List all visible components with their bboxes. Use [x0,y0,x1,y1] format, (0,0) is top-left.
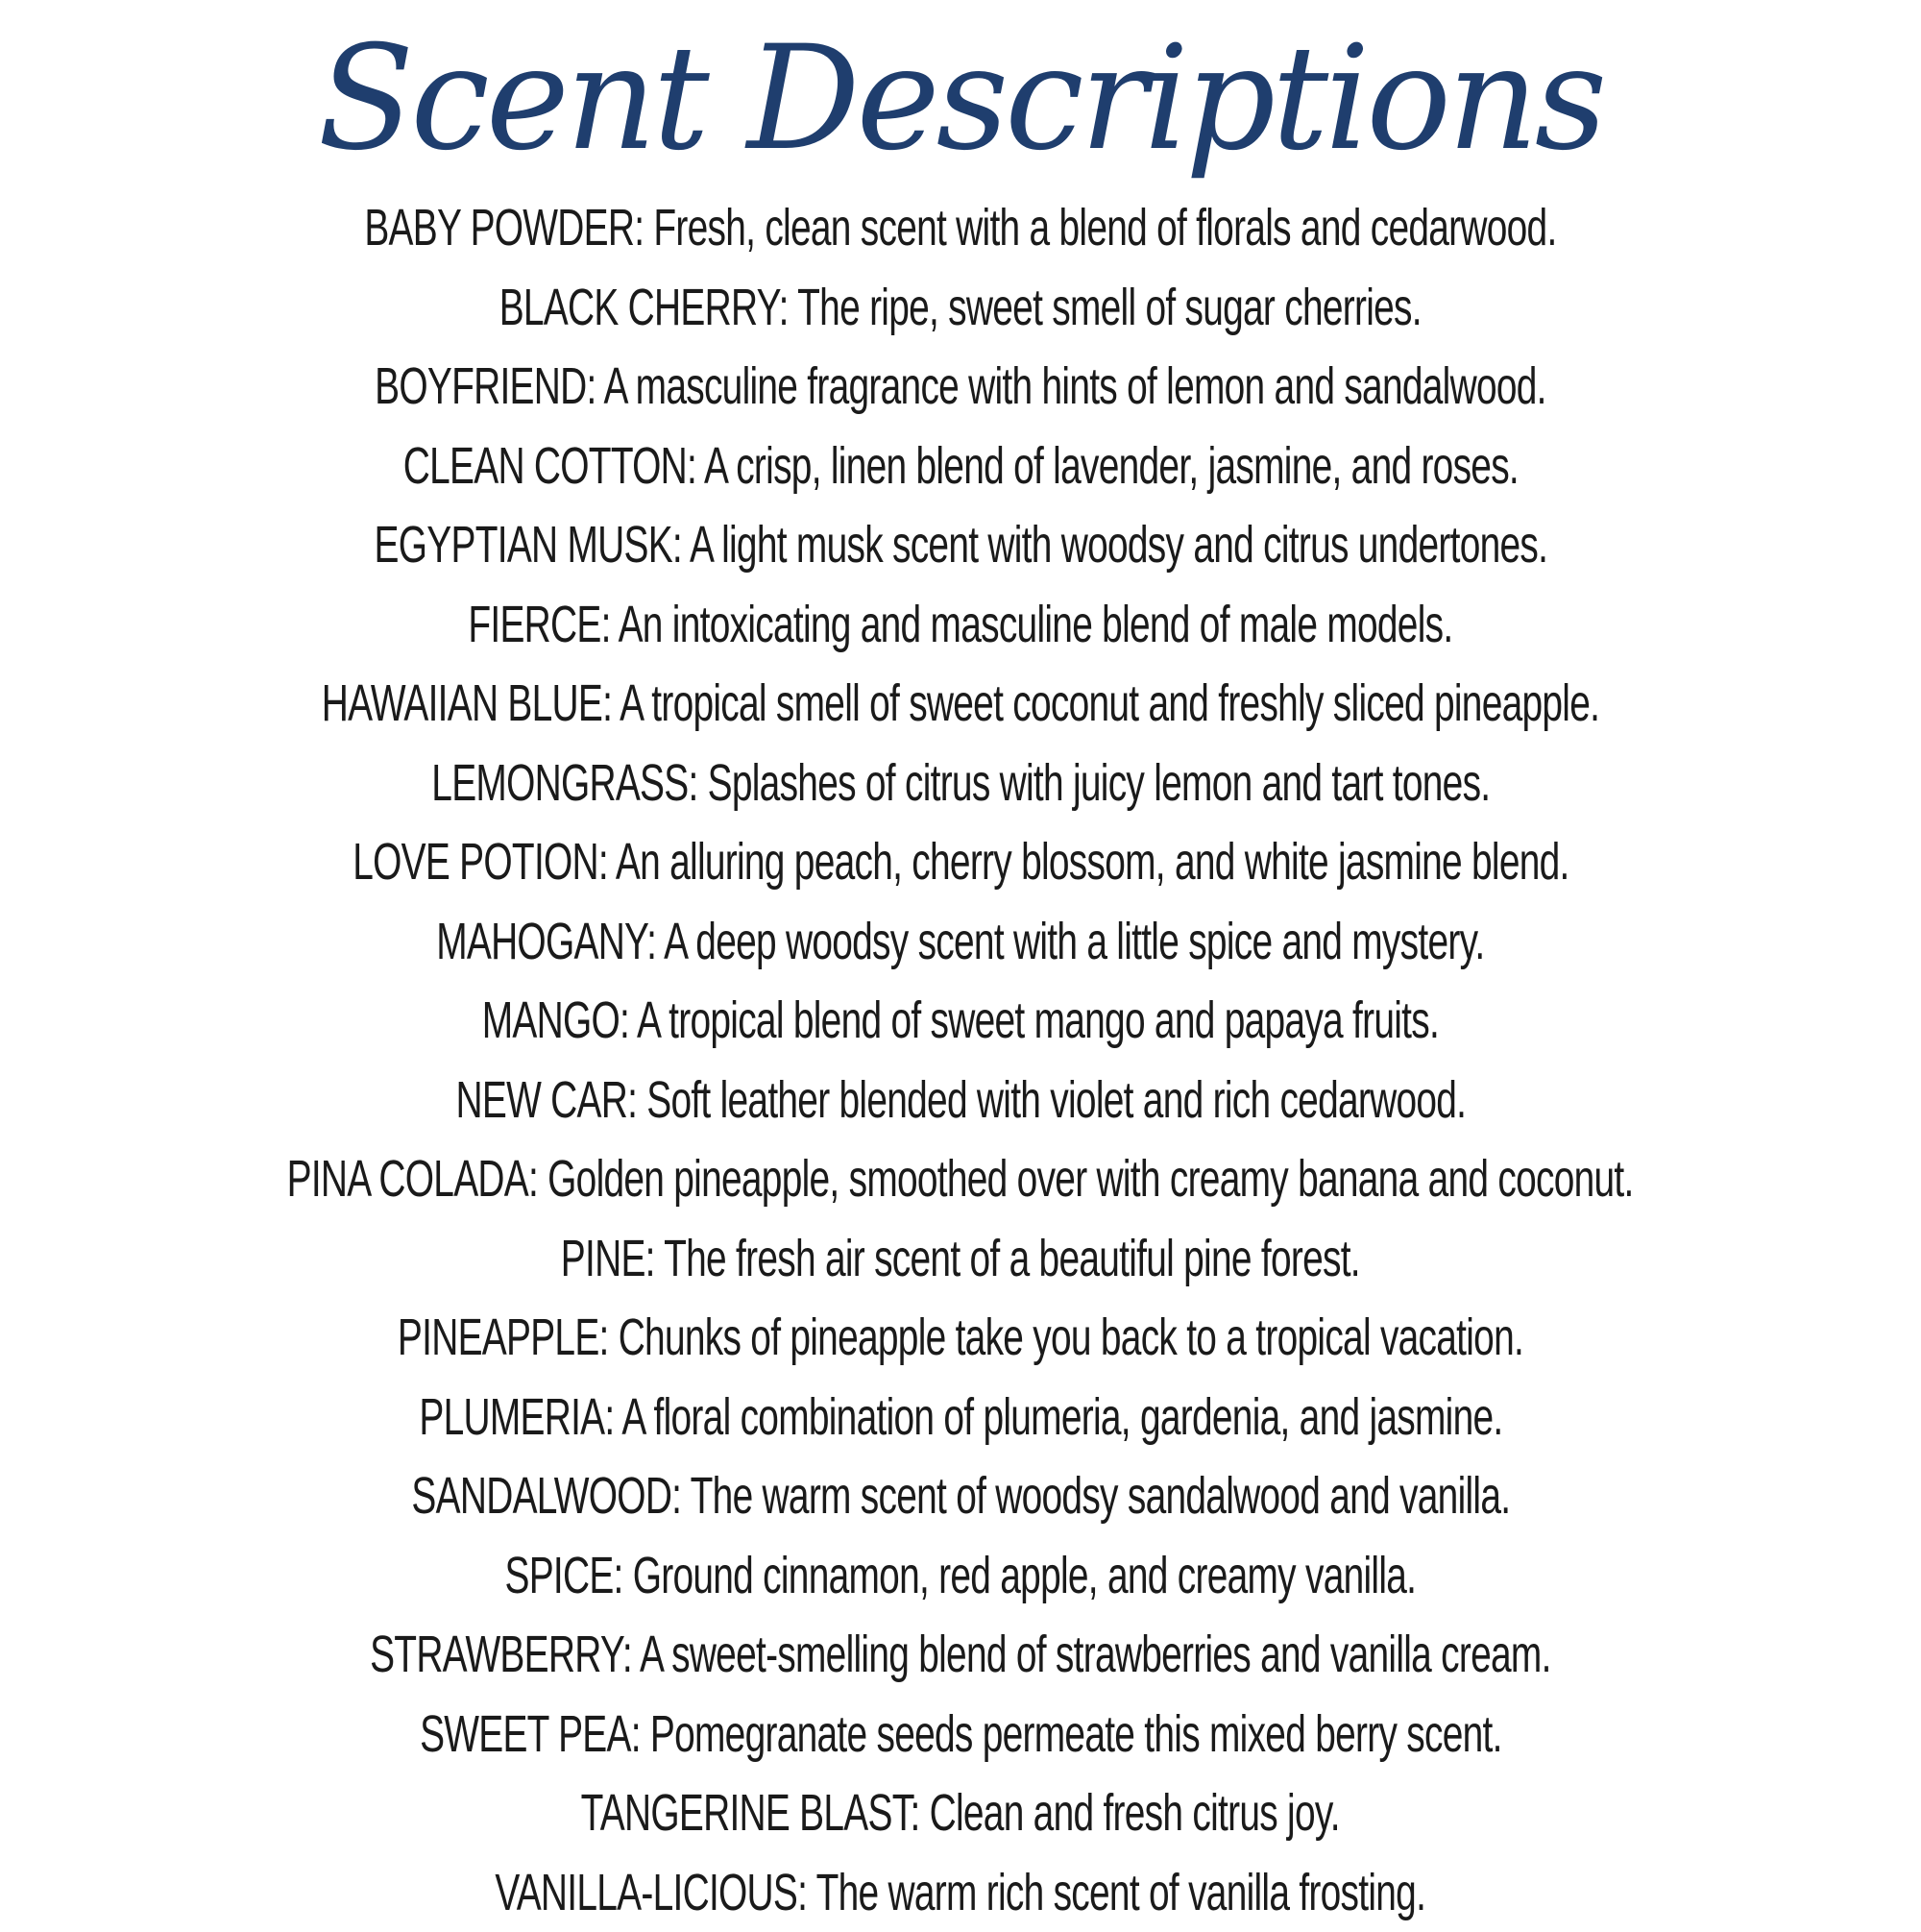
scent-entry-text: CLEAN COTTON: A crisp, linen blend of lavender, jasmine, and roses. [402,427,1518,506]
scent-entry-text: NEW CAR: Soft leather blended with violet and rich cedarwood. [455,1061,1466,1140]
scent-entry-text: SWEET PEA: Pomegranate seeds permeate this mixed berry scent. [420,1695,1502,1774]
scent-entry-clean-cotton [0,427,1921,506]
scent-entry-plumeria [0,1378,1921,1457]
scent-entry-text: VANILLA-LICIOUS: The warm rich scent of vanilla frosting. [496,1853,1426,1932]
scent-entry-text: EGYPTIAN MUSK: A light musk scent with woodsy and citrus undertones. [374,505,1547,585]
scent-entry-egyptian-musk [0,505,1921,585]
scent-entry-pina-colada [0,1139,1921,1219]
scent-entry-mahogany [0,902,1921,982]
scent-entry-text: LEMONGRASS: Splashes of citrus with juicy lemon and tart tones. [431,744,1490,823]
scent-entry-mango [0,981,1921,1061]
page-title: Scent Descriptions [19,8,1902,190]
scent-entry-text: BLACK CHERRY: The ripe, sweet smell of sugar cherries. [499,268,1422,348]
scent-list [0,188,1921,1932]
scent-entry-black-cherry [0,268,1921,348]
scent-entry-text: LOVE POTION: An alluring peach, cherry blossom, and white jasmine blend. [353,822,1568,902]
scent-entry-text: STRAWBERRY: A sweet-smelling blend of strawberries and vanilla cream. [370,1615,1551,1695]
scent-entry-text: MANGO: A tropical blend of sweet mango and papaya fruits. [482,981,1439,1061]
scent-entry-spice [0,1536,1921,1616]
scent-entry-tangerine-blast [0,1773,1921,1853]
scent-entry-sandalwood [0,1456,1921,1536]
scent-entry-text: SPICE: Ground cinnamon, red apple, and creamy vanilla. [505,1536,1417,1616]
scent-entry-text: SANDALWOOD: The warm scent of woodsy sandalwood and vanilla. [411,1456,1510,1536]
scent-entry-text: BOYFRIEND: A masculine fragrance with hints of lemon and sandalwood. [375,347,1546,427]
scent-entry-text: PLUMERIA: A floral combination of plumeria, gardenia, and jasmine. [419,1378,1502,1457]
scent-entry-hawaiian-blue [0,664,1921,744]
scent-entry-pine [0,1219,1921,1299]
scent-entry-strawberry [0,1615,1921,1695]
scent-entry-love-potion [0,822,1921,902]
scent-entry-lemongrass [0,744,1921,823]
scent-entry-text: HAWAIIAN BLUE: A tropical smell of sweet coconut and freshly sliced pineapple. [322,664,1600,744]
scent-entry-text: TANGERINE BLAST: Clean and fresh citrus joy. [581,1773,1340,1853]
scent-entry-text: PINA COLADA: Golden pineapple, smoothed over with creamy banana and coconut. [287,1139,1634,1219]
scent-entry-sweet-pea [0,1695,1921,1774]
scent-entry-fierce [0,585,1921,665]
scent-entry-vanilla-licious [0,1853,1921,1932]
scent-entry-text: FIERCE: An intoxicating and masculine blend of male models. [468,585,1452,665]
scent-entry-pineapple [0,1298,1921,1378]
scent-entry-baby-powder [0,188,1921,268]
scent-entry-text: PINE: The fresh air scent of a beautiful pine forest. [561,1219,1360,1299]
scent-entry-text: BABY POWDER: Fresh, clean scent with a blend of florals and cedarwood. [364,188,1556,268]
scent-entry-text: MAHOGANY: A deep woodsy scent with a little spice and mystery. [436,902,1484,982]
scent-entry-boyfriend [0,347,1921,427]
scent-entry-new-car [0,1061,1921,1140]
scent-entry-text: PINEAPPLE: Chunks of pineapple take you back to a tropical vacation. [398,1298,1523,1378]
